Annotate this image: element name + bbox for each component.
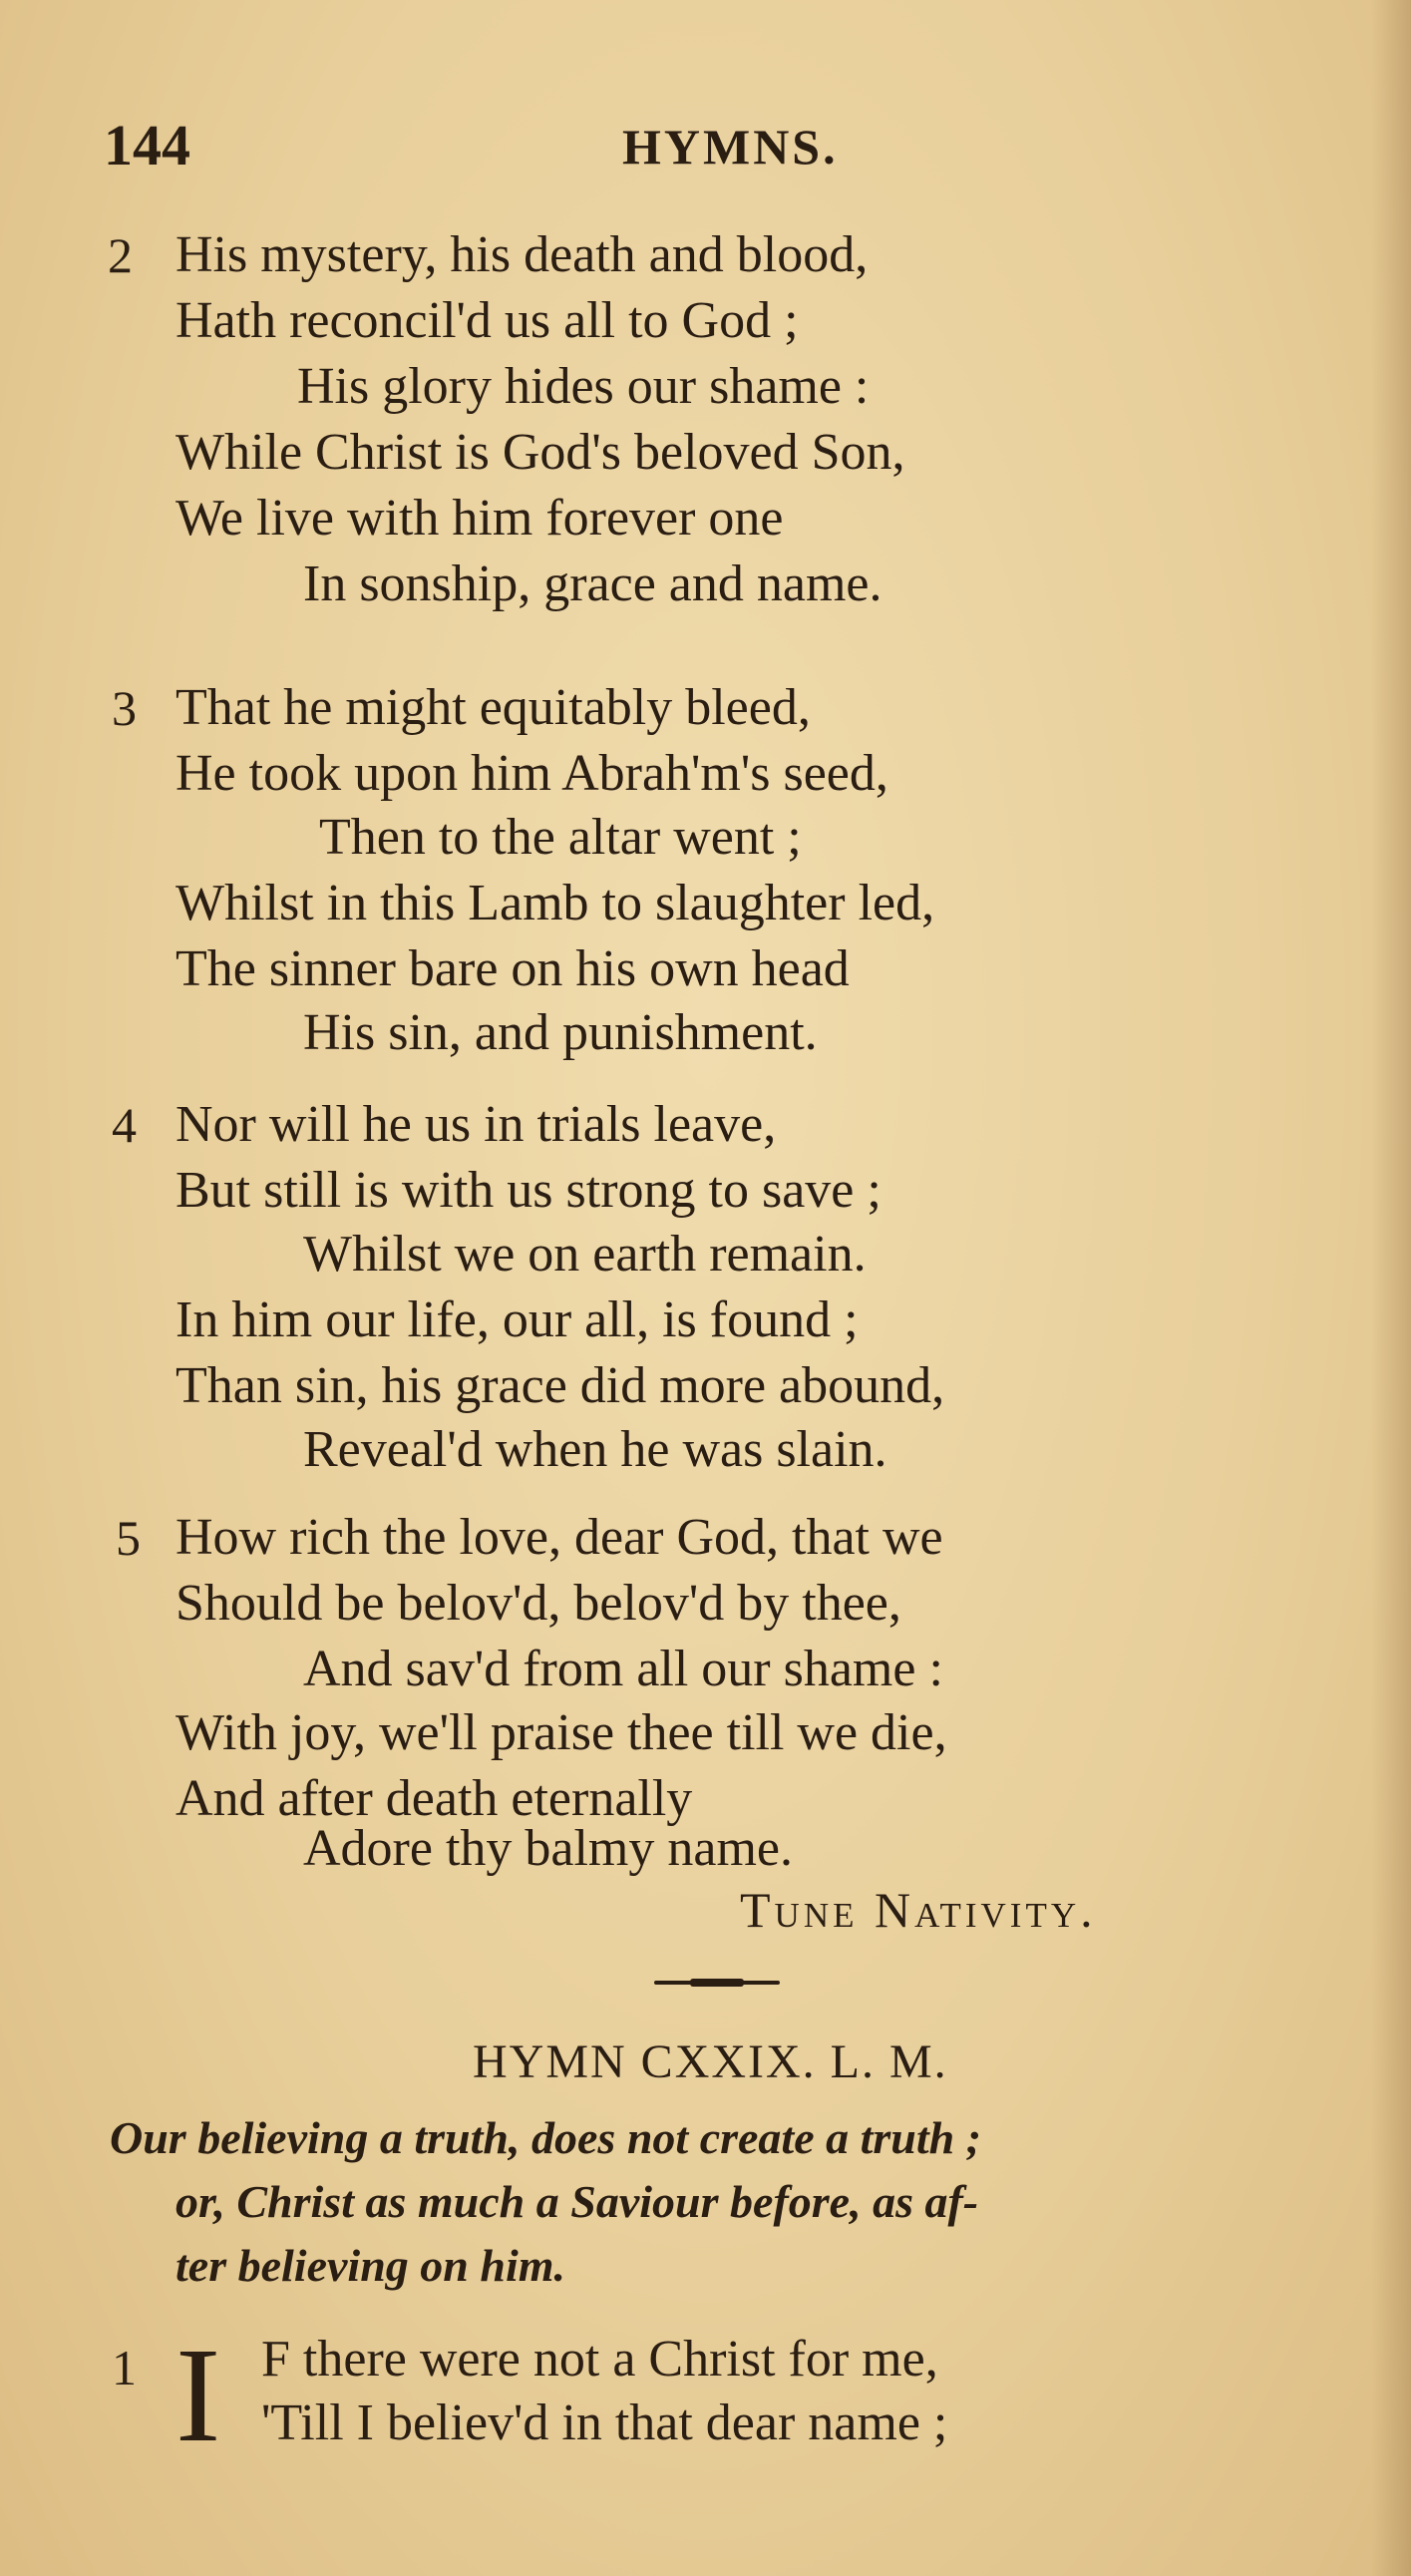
hymn-heading: HYMN CXXIX. L. M. xyxy=(473,2035,948,2088)
verse-line: But still is with us strong to save ; xyxy=(176,1162,882,1219)
verse-line: Whilst we on earth remain. xyxy=(303,1226,867,1283)
stanza-number: 4 xyxy=(112,1097,137,1153)
running-title: HYMNS. xyxy=(622,119,839,175)
verse-line: F there were not a Christ for me, xyxy=(261,2331,938,2388)
verse-line: 'Till I believ'd in that dear name ; xyxy=(261,2394,948,2451)
verse-line: Then to the altar went ; xyxy=(319,809,802,866)
verse-line: In him our life, our all, is found ; xyxy=(176,1291,859,1348)
verse-line: Hath reconcil'd us all to God ; xyxy=(176,292,799,349)
verse-line: While Christ is God's beloved Son, xyxy=(176,424,905,481)
verse-line: And sav'd from all our shame : xyxy=(303,1641,943,1697)
verse-line: We live with him forever one xyxy=(176,490,784,547)
verse-line: That he might equitably bleed, xyxy=(176,679,811,736)
stanza-number: 5 xyxy=(116,1510,141,1566)
page-number: 144 xyxy=(104,113,190,178)
verse-line: Adore thy balmy name. xyxy=(303,1820,793,1877)
stanza-number: 2 xyxy=(108,227,133,283)
verse-line: His mystery, his death and blood, xyxy=(176,226,869,283)
verse-line: And after death eternally xyxy=(176,1770,693,1827)
verse-line: With joy, we'll praise thee till we die, xyxy=(176,1704,947,1761)
stanza-number: 1 xyxy=(112,2340,137,2395)
verse-line: Than sin, his grace did more abound, xyxy=(176,1357,945,1414)
verse-line: How rich the love, dear God, that we xyxy=(176,1509,943,1566)
verse-line: The sinner bare on his own head xyxy=(176,940,850,997)
drop-cap: I xyxy=(176,2321,221,2470)
verse-line: His glory hides our shame : xyxy=(297,358,870,415)
verse-line: His sin, and punishment. xyxy=(303,1004,818,1061)
tune-name: Tune Nativity. xyxy=(740,1882,1097,1938)
verse-line: In sonship, grace and name. xyxy=(303,555,882,612)
verse-line: Reveal'd when he was slain. xyxy=(303,1421,887,1478)
stanza-number: 3 xyxy=(112,680,137,736)
page-edge-shadow xyxy=(1371,0,1411,2576)
verse-line: Should be belov'd, belov'd by thee, xyxy=(176,1575,901,1632)
hymn-subtitle-line: Our believing a truth, does not create a truth ; xyxy=(110,2112,982,2163)
verse-line: Nor will he us in trials leave, xyxy=(176,1096,777,1153)
verse-line: He took upon him Abrah'm's seed, xyxy=(176,745,888,802)
section-divider xyxy=(654,1979,780,1987)
hymn-subtitle-line: ter believing on him. xyxy=(176,2240,565,2291)
verse-line: Whilst in this Lamb to slaughter led, xyxy=(176,875,935,931)
hymn-subtitle-line: or, Christ as much a Saviour before, as af- xyxy=(176,2176,979,2227)
